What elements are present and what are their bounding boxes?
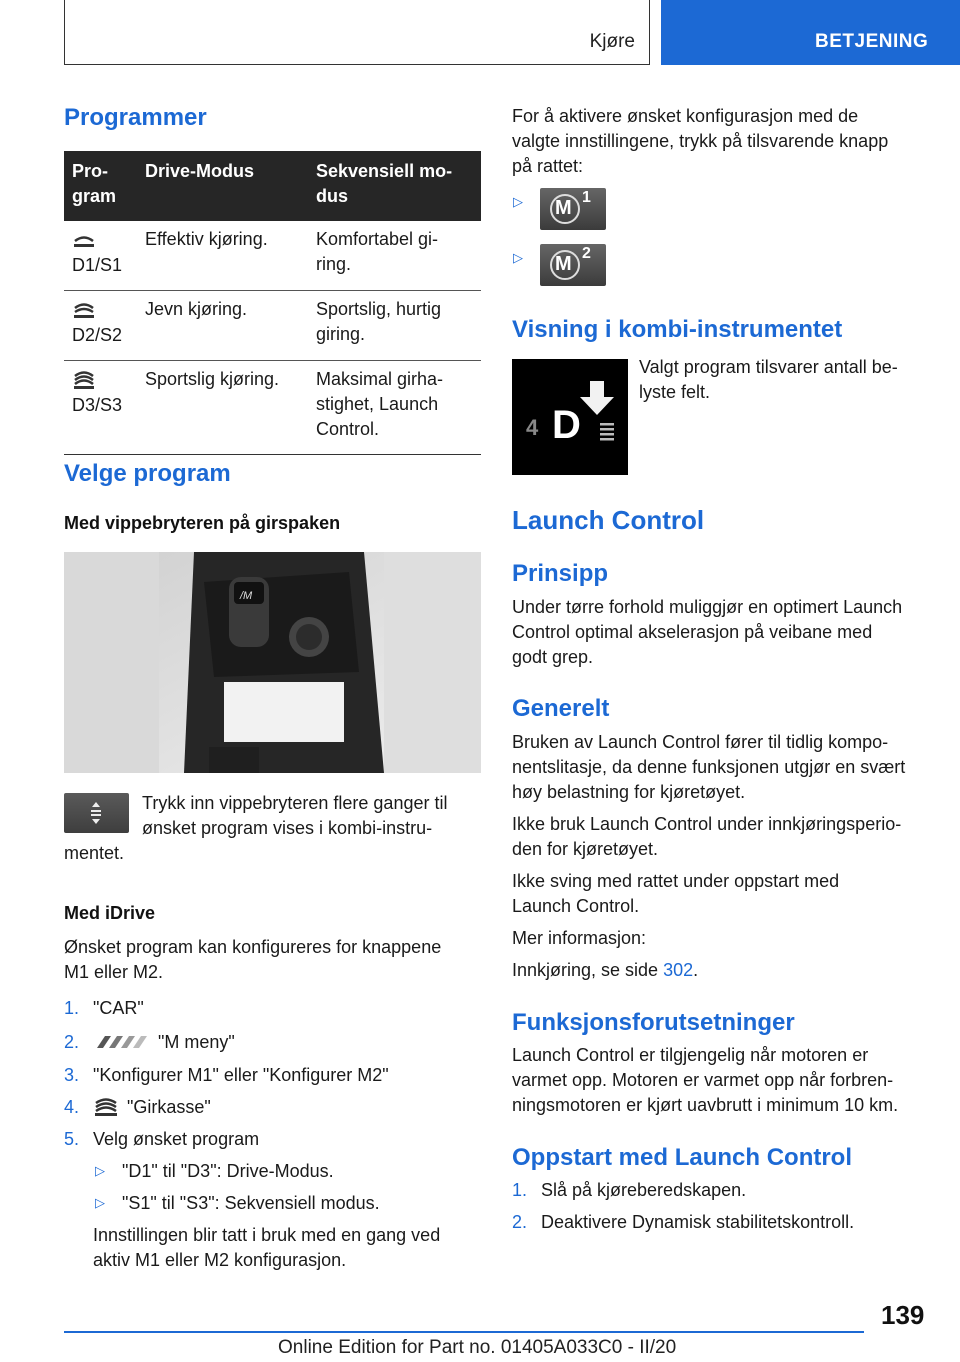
footer-edition: Online Edition for Part no. 01405A033C0 - II/20 <box>278 1337 677 1358</box>
table-header-seq: Sekvensiell mo- dus <box>308 151 481 221</box>
seq-cell: Sportslig, hurtig giring. <box>316 299 442 344</box>
gear-lever-console-image <box>64 552 481 773</box>
drive-mode-1-icon <box>72 229 96 251</box>
intro-line-1: For å aktivere ønsket konfigurasjon med de <box>512 106 859 126</box>
generelt-line-1: Bruken av Launch Control fører til tidlig kompo- <box>512 732 889 752</box>
page-link-302[interactable]: 302 <box>663 960 694 980</box>
step-text: "Girkasse" <box>127 1097 211 1117</box>
seq-cell: Maksimal girha- stighet, Launch Control. <box>316 369 444 439</box>
vippe-text-line-3: mentet. <box>64 843 125 863</box>
step-number: 1. <box>64 998 80 1018</box>
drive-mode-2-icon <box>72 299 96 321</box>
m-menu-icon <box>93 1034 149 1050</box>
intro-line-2: valgte innstillingene, trykk på tilsvarende knapp <box>512 131 889 151</box>
funksjon-line-2: varmet opp. Motoren er varmet opp når forbren- <box>512 1070 894 1090</box>
table-row <box>64 361 481 455</box>
generelt-line-3: høy belastning for kjøretøyet. <box>512 782 746 802</box>
program-label: D3/S3 <box>72 395 123 415</box>
visning-text-line-1: Valgt program tilsvarer antall be- <box>639 357 898 377</box>
header-chapter-tab[interactable] <box>661 0 960 65</box>
drive-mode-3-icon <box>72 369 96 391</box>
generelt-line-5: den for kjøretøyet. <box>512 839 659 859</box>
generelt-line-4: Ikke bruk Launch Control under innkjøringsperio- <box>512 814 902 834</box>
prinsipp-line-2: Control optimal akselerasjon på veibane med <box>512 622 873 642</box>
visning-heading: Visning i kombi-instrumentet <box>512 316 843 343</box>
rocker-switch-image <box>64 793 129 833</box>
substep-bullet-icon: ▷ <box>95 1195 105 1210</box>
drive-cell: Effektiv kjøring. <box>137 221 308 291</box>
programmer-heading: Programmer <box>64 104 207 131</box>
step-number: 5. <box>64 1129 80 1149</box>
page-number: 139 <box>881 1300 925 1330</box>
vippe-text-line-2: ønsket program vises i kombi-instru- <box>142 818 433 838</box>
generelt-line-2: nentslitasje, da denne funksjonen utgjør en svært <box>512 757 906 777</box>
seq-cell: Komfortabel gi- ring. <box>316 229 439 274</box>
vippe-text-line-1: Trykk inn vippebryteren flere ganger til <box>142 793 448 813</box>
step-text: Velg ønsket program <box>93 1129 260 1149</box>
header-section-label: Kjøre <box>589 31 635 52</box>
oppstart-heading: Oppstart med Launch Control <box>512 1144 853 1171</box>
prinsipp-line-1: Under tørre forhold muliggjør en optimert Launch <box>512 597 903 617</box>
idrive-text-line-2: M1 eller M2. <box>64 962 164 982</box>
footer-divider <box>64 1331 864 1333</box>
funksjon-line-1: Launch Control er tilgjengelig når motoren er <box>512 1045 869 1065</box>
kombi-gear-big: D <box>552 403 581 447</box>
header-section-box <box>64 0 650 65</box>
step-text: "CAR" <box>93 998 144 1018</box>
generelt-line-6: Ikke sving med rattet under oppstart med <box>512 871 840 891</box>
substep-text: "S1" til "S3": Sekvensiell modus. <box>122 1193 380 1213</box>
bullet-icon: ▷ <box>513 194 523 209</box>
m2-button-icon: M 2 <box>540 244 606 286</box>
step-text: Slå på kjøreberedskapen. <box>541 1180 747 1200</box>
funksjon-line-3: ningsmotoren er kjørt uavbrutt i minimum 10 km. <box>512 1095 899 1115</box>
generelt-line-9: Innkjøring, se side 302. <box>512 960 699 980</box>
velge-program-heading: Velge program <box>64 460 231 487</box>
program-label: D2/S2 <box>72 325 123 345</box>
prinsipp-line-3: godt grep. <box>512 647 594 667</box>
drive-cell: Jevn kjøring. <box>137 291 308 361</box>
launch-control-heading: Launch Control <box>512 505 705 535</box>
bullet-icon: ▷ <box>513 250 523 265</box>
program-label: D1/S1 <box>72 255 123 275</box>
funksjon-heading: Funksjonsforutsetninger <box>512 1009 795 1036</box>
generelt-heading: Generelt <box>512 695 610 722</box>
table-header-program: Pro- gram <box>64 151 137 221</box>
m1-button-icon: M 1 <box>540 188 606 230</box>
step-number: 3. <box>64 1065 80 1085</box>
kombi-display-image <box>512 359 628 475</box>
table-row <box>64 221 481 291</box>
step-text: "Konfigurer M1" eller "Konfigurer M2" <box>93 1065 389 1085</box>
step-number: 2. <box>64 1032 80 1052</box>
vippebryter-heading: Med vippebryteren på girspaken <box>64 513 341 533</box>
prinsipp-heading: Prinsipp <box>512 560 609 587</box>
intro-line-3: på rattet: <box>512 156 584 176</box>
generelt-line-7: Launch Control. <box>512 896 640 916</box>
step-number: 4. <box>64 1097 80 1117</box>
table-header-row <box>64 151 481 221</box>
step-number: 2. <box>512 1212 528 1232</box>
header-chapter-label: BETJENING <box>815 31 929 52</box>
gearbox-icon <box>93 1096 119 1118</box>
step-text: "M meny" <box>158 1032 235 1052</box>
substep-text: "D1" til "D3": Drive-Modus. <box>122 1161 334 1181</box>
program-table <box>64 151 481 455</box>
step-number: 1. <box>512 1180 528 1200</box>
table-header-drive: Drive-Modus <box>137 151 308 221</box>
note-line-2: aktiv M1 eller M2 konfigurasjon. <box>93 1250 347 1270</box>
idrive-heading: Med iDrive <box>64 903 156 923</box>
step-text: Deaktivere Dynamisk stabilitetskontroll. <box>541 1212 855 1232</box>
substep-bullet-icon: ▷ <box>95 1163 105 1178</box>
generelt-line-8: Mer informasjon: <box>512 928 647 948</box>
kombi-gear-small: 4 <box>526 415 539 440</box>
visning-text-line-2: lyste felt. <box>639 382 711 402</box>
svg-text:/M: /M <box>240 590 253 602</box>
idrive-text-line-1: Ønsket program kan konfigureres for knappene <box>64 937 442 957</box>
note-line-1: Innstillingen blir tatt i bruk med en gang ved <box>93 1225 441 1245</box>
drive-cell: Sportslig kjøring. <box>137 361 308 455</box>
table-row <box>64 291 481 361</box>
